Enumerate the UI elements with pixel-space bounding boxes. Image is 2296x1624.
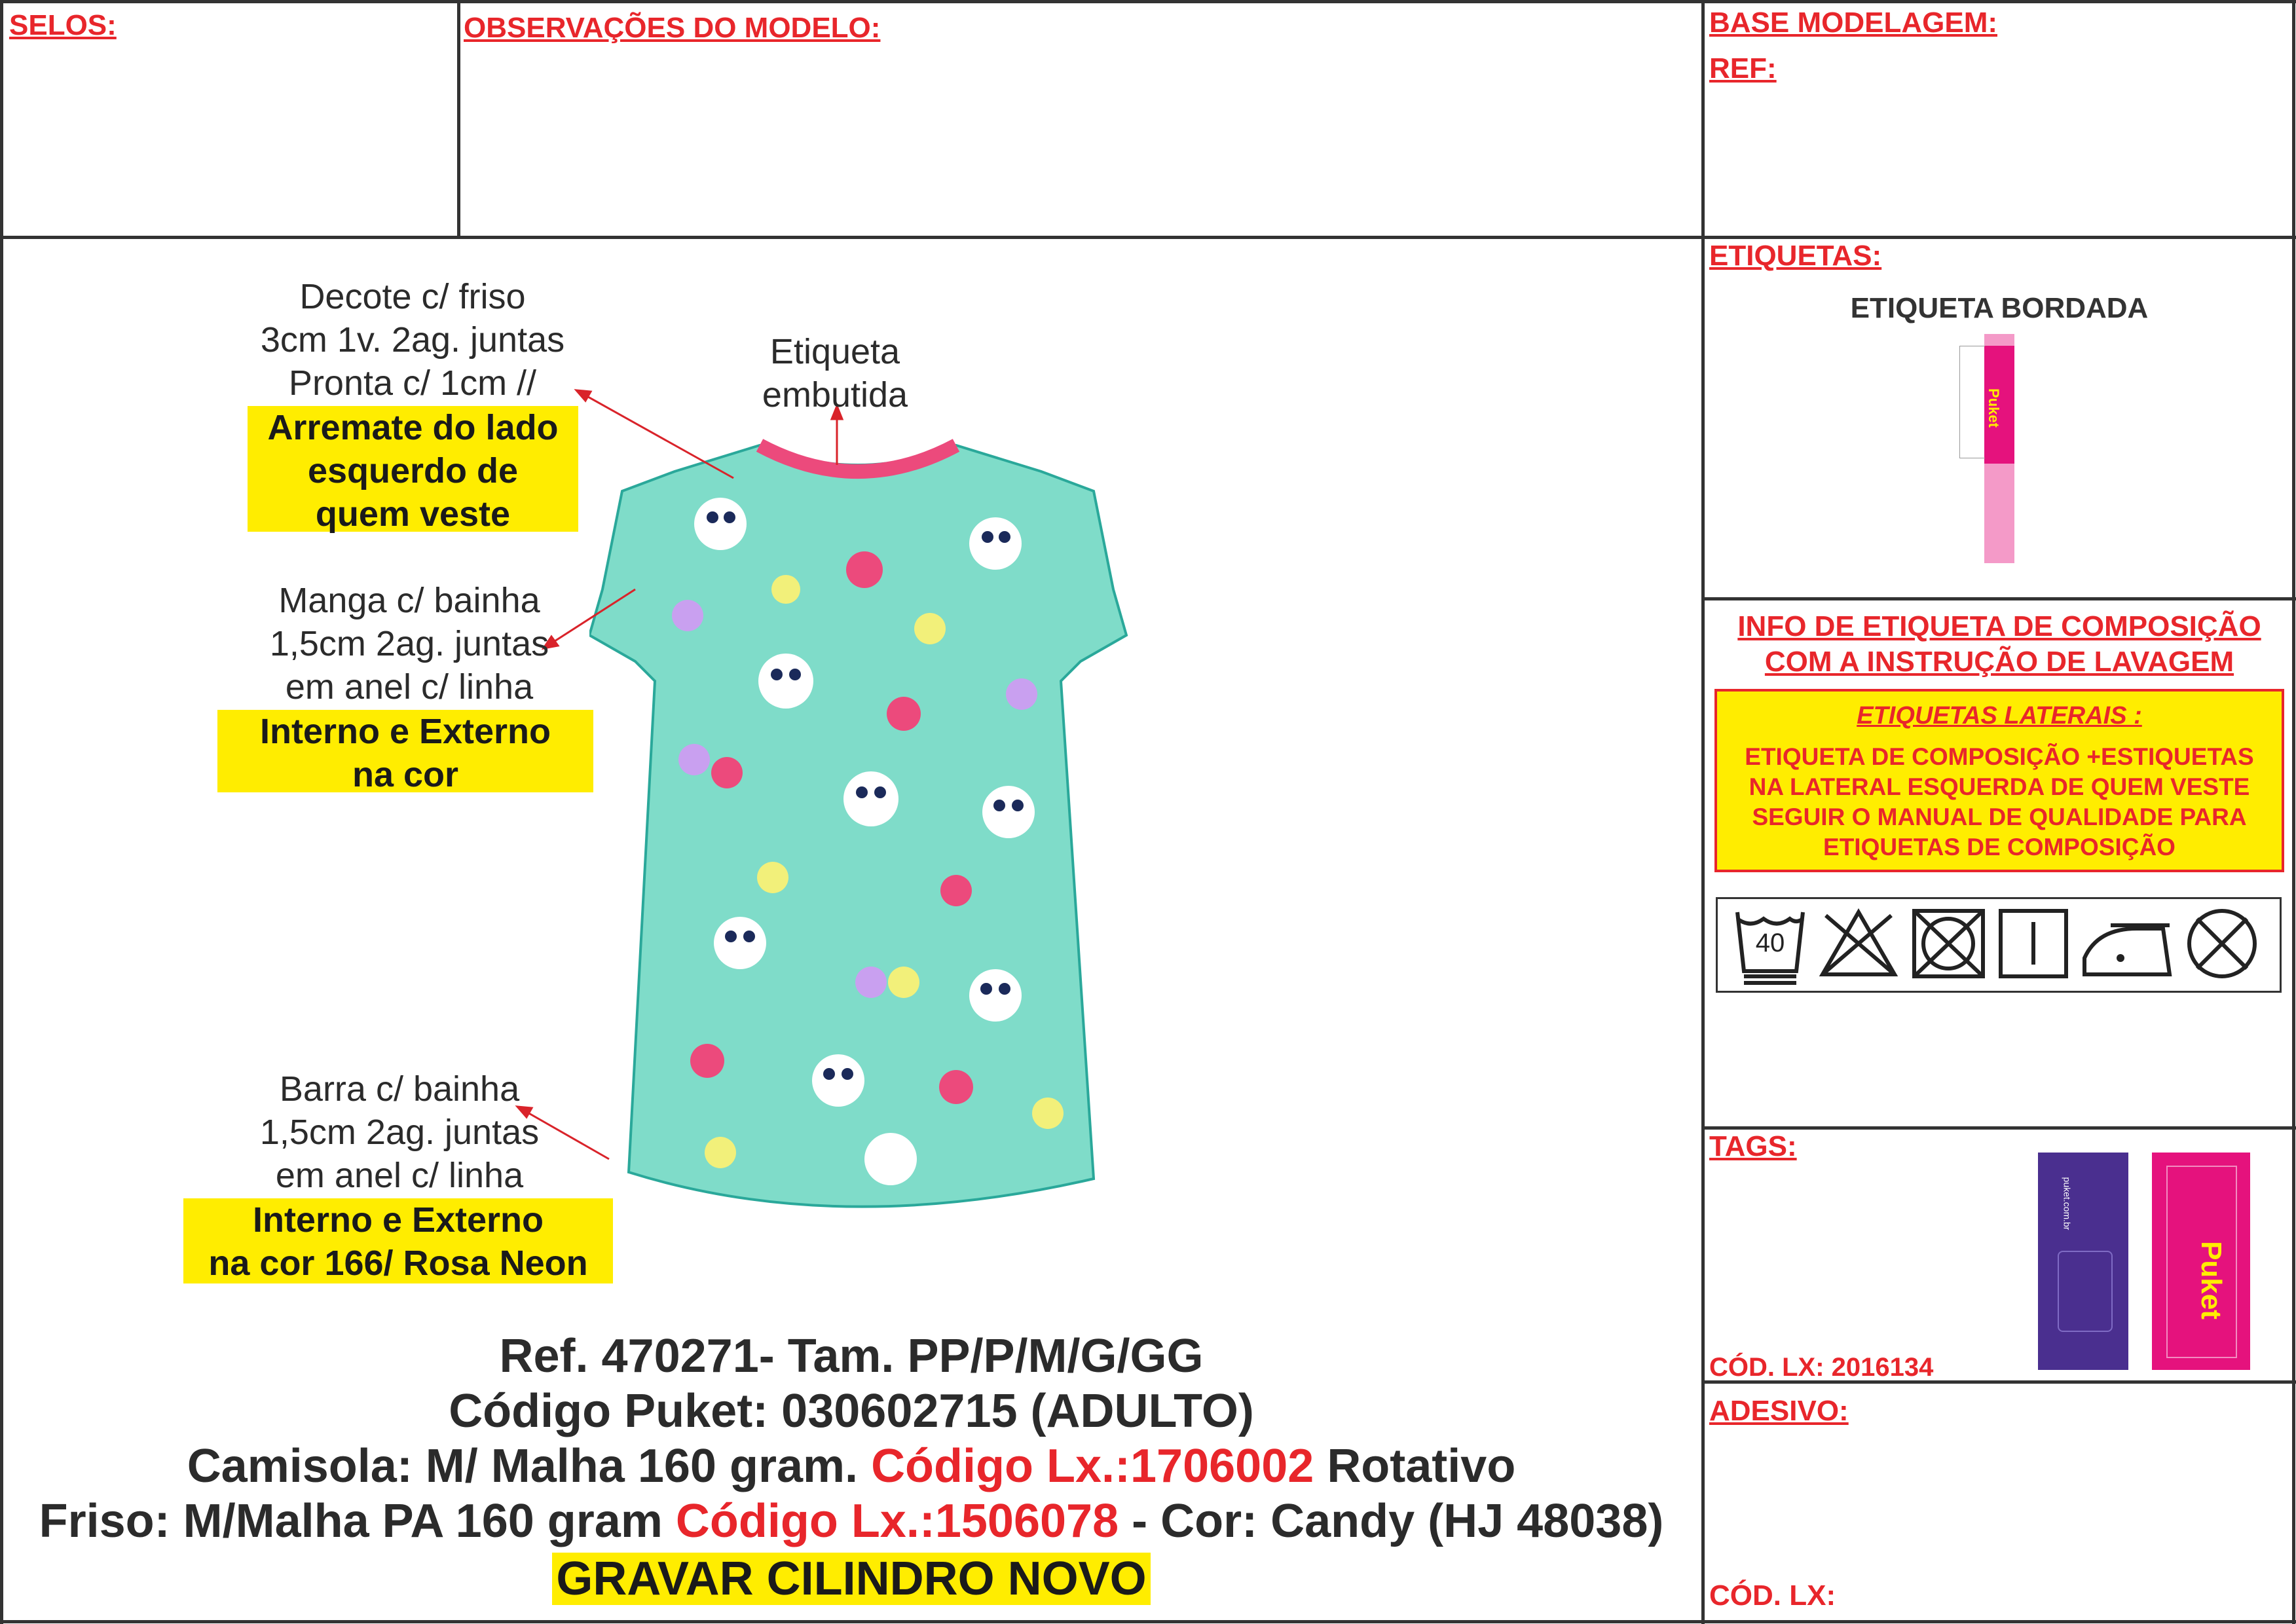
adesivo-label: ADESIVO: bbox=[1709, 1395, 1849, 1427]
manga-highlight-line-1: Interno e Externo bbox=[259, 712, 551, 751]
etiqueta-annotation bbox=[720, 330, 950, 416]
tags-cod-lx-value: 2016134 bbox=[1831, 1353, 1934, 1382]
decote-annotation bbox=[236, 275, 589, 405]
product-code-line: Código Puket: 030602715 (ADULTO) bbox=[449, 1385, 1254, 1437]
box-line-3: SEGUIR O MANUAL DE QUALIDADE PARA bbox=[1752, 803, 2247, 830]
etiquetas-laterais-text bbox=[1717, 742, 2282, 862]
etiqueta-bordada-title: ETIQUETA BORDADA bbox=[1850, 292, 2149, 324]
care-symbols-strip bbox=[1716, 897, 2282, 993]
manga-highlight-line-2: na cor bbox=[352, 755, 459, 794]
box-line-4: ETIQUETAS DE COMPOSIÇÃO bbox=[1823, 834, 2176, 860]
tags-cod-lx bbox=[1709, 1353, 1933, 1382]
decote-line-2: 3cm 1v. 2ag. juntas bbox=[260, 320, 565, 360]
iron-low-icon bbox=[2084, 925, 2170, 974]
manga-line-3: em anel c/ linha bbox=[285, 667, 534, 707]
no-dry-clean-icon bbox=[2189, 911, 2255, 976]
product-fabric-line bbox=[0, 1439, 1703, 1493]
barra-highlight bbox=[183, 1198, 613, 1283]
tag-back-site: puket.com.br bbox=[2062, 1177, 2073, 1230]
decote-highlight-line-3: quem veste bbox=[315, 494, 511, 534]
barra-line-2: 1,5cm 2ag. juntas bbox=[259, 1113, 540, 1152]
composicao-heading-line-1: INFO DE ETIQUETA DE COMPOSIÇÃO bbox=[1737, 610, 2261, 642]
barra-annotation bbox=[216, 1067, 583, 1197]
trim-description: Friso: M/Malha PA 160 gram bbox=[39, 1495, 663, 1547]
trim-color: - Cor: Candy (HJ 48038) bbox=[1132, 1495, 1664, 1547]
composicao-heading-line-2: COM A INSTRUÇÃO DE LAVAGEM bbox=[1764, 646, 2234, 678]
decote-highlight bbox=[248, 406, 578, 532]
engrave-cylinder-line bbox=[0, 1552, 1703, 1606]
fabric-description: Camisola: M/ Malha 160 gram. bbox=[187, 1440, 859, 1492]
barra-highlight-line-2: na cor 166/ Rosa Neon bbox=[208, 1244, 588, 1283]
etiquetas-laterais-title: ETIQUETAS LATERAIS : bbox=[1857, 702, 2142, 729]
decote-line-1: Decote c/ friso bbox=[299, 277, 526, 316]
base-modelagem-label: BASE MODELAGEM: bbox=[1709, 7, 1997, 39]
etiquetas-laterais-box bbox=[1714, 689, 2284, 872]
composicao-heading bbox=[1703, 609, 2296, 680]
tag-front-brand: Puket bbox=[2194, 1241, 2227, 1320]
engrave-cylinder-highlight: GRAVAR CILINDRO NOVO bbox=[552, 1553, 1150, 1605]
tags-divider bbox=[1703, 1126, 2296, 1130]
box-line-1: ETIQUETA DE COMPOSIÇÃO +ESTIQUETAS bbox=[1745, 743, 2254, 770]
selos-label: SELOS: bbox=[9, 9, 117, 41]
product-trim-line bbox=[0, 1494, 1703, 1548]
manga-line-1: Manga c/ bainha bbox=[278, 581, 540, 620]
tag-back-image bbox=[2038, 1153, 2128, 1370]
manga-line-2: 1,5cm 2ag. juntas bbox=[269, 624, 549, 663]
manga-highlight bbox=[217, 710, 593, 792]
decote-highlight-line-2: esquerdo de bbox=[307, 451, 519, 490]
no-tumble-dry-icon bbox=[1914, 911, 1983, 976]
etiqueta-line-1: Etiqueta bbox=[769, 332, 900, 371]
etiqueta-line-2: embutida bbox=[762, 375, 908, 415]
product-ref-line: Ref. 470271- Tam. PP/P/M/G/GG bbox=[499, 1330, 1204, 1382]
decote-highlight-line-1: Arremate do lado bbox=[267, 408, 559, 447]
barra-highlight-line-1: Interno e Externo bbox=[252, 1200, 544, 1240]
embroidered-label-image bbox=[1984, 334, 2014, 563]
fabric-suffix: Rotativo bbox=[1327, 1440, 1516, 1492]
no-bleach-icon bbox=[1823, 912, 1895, 974]
barra-line-3: em anel c/ linha bbox=[275, 1156, 524, 1195]
fabric-code: Código Lx.:1706002 bbox=[871, 1440, 1314, 1492]
tags-label: TAGS: bbox=[1709, 1130, 1797, 1162]
box-line-2: NA LATERAL ESQUERDA DE QUEM VESTE bbox=[1749, 773, 2250, 800]
barra-line-1: Barra c/ bainha bbox=[279, 1069, 520, 1109]
tag-front-image bbox=[2152, 1153, 2250, 1370]
etiquetas-label: ETIQUETAS: bbox=[1709, 240, 1882, 272]
line-dry-icon bbox=[2001, 911, 2066, 976]
observacoes-label: OBSERVAÇÕES DO MODELO: bbox=[464, 12, 881, 44]
wash-temp-text: 40 bbox=[1755, 929, 1785, 957]
adesivo-cod-lx: CÓD. LX: bbox=[1709, 1579, 1836, 1612]
composicao-divider bbox=[1703, 597, 2296, 600]
embroidered-label-brand: Puket bbox=[1985, 388, 2002, 428]
decote-line-3: Pronta c/ 1cm // bbox=[288, 363, 537, 403]
ref-label: REF: bbox=[1709, 52, 1777, 84]
manga-annotation bbox=[229, 579, 589, 709]
trim-code: Código Lx.:1506078 bbox=[675, 1495, 1119, 1547]
tags-cod-lx-label: CÓD. LX: bbox=[1709, 1353, 1824, 1382]
label-dimension-lines bbox=[1959, 346, 1985, 458]
